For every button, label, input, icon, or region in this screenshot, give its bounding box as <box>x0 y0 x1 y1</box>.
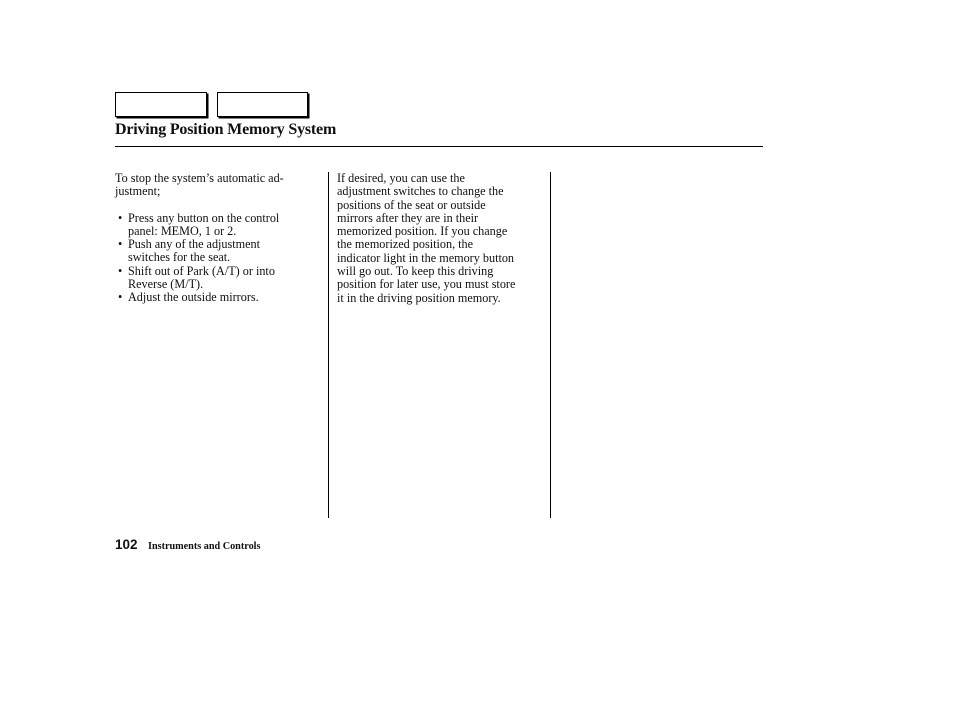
page-number: 102 <box>115 537 138 552</box>
intro-line: To stop the system’s automatic ad- <box>115 171 284 185</box>
paragraph-line: position for later use, you must store <box>337 277 516 292</box>
paragraph-line: positions of the seat or outside <box>337 197 486 212</box>
page-title: Driving Position Memory System <box>115 121 337 138</box>
list-item-line: switches for the seat. <box>128 250 231 265</box>
paragraph-line: will go out. To keep this driving <box>337 264 494 279</box>
list-item-line: Press any button on the control <box>128 210 280 225</box>
title-divider <box>115 146 763 147</box>
list-item-line: panel: MEMO, 1 or 2. <box>128 223 237 238</box>
intro-paragraph <box>115 172 320 199</box>
paragraph-line: If desired, you can use the <box>337 171 465 185</box>
list-item-line: Push any of the adjustment <box>128 237 261 252</box>
nav-button-next[interactable] <box>217 92 308 117</box>
bullet-icon: • <box>118 210 123 225</box>
column-divider <box>550 172 551 518</box>
paragraph-line: it in the driving position memory. <box>337 290 501 305</box>
list-item <box>115 265 320 292</box>
paragraph-line: adjustment switches to change the <box>337 184 504 199</box>
stop-conditions-list <box>115 212 320 305</box>
list-item <box>115 238 320 265</box>
paragraph-line: the memorized position, the <box>337 237 474 252</box>
adjustment-paragraph <box>337 172 542 305</box>
list-item <box>115 212 320 239</box>
column-divider <box>328 172 329 518</box>
paragraph-line: mirrors after they are in their <box>337 210 479 225</box>
list-item <box>115 291 320 304</box>
bullet-icon: • <box>118 290 123 305</box>
intro-line: justment; <box>115 184 161 199</box>
paragraph-line: indicator light in the memory button <box>337 250 515 265</box>
list-item-line: Reverse (M/T). <box>128 277 204 292</box>
left-column <box>115 172 320 305</box>
footer-section-name: Instruments and Controls <box>148 541 261 552</box>
bullet-icon: • <box>118 263 123 278</box>
list-item-line: Adjust the outside mirrors. <box>128 290 259 305</box>
paragraph-line: memorized position. If you change <box>337 224 508 239</box>
list-item-line: Shift out of Park (A/T) or into <box>128 263 275 278</box>
bullet-icon: • <box>118 237 123 252</box>
nav-button-previous[interactable] <box>115 92 207 117</box>
right-column <box>337 172 542 305</box>
